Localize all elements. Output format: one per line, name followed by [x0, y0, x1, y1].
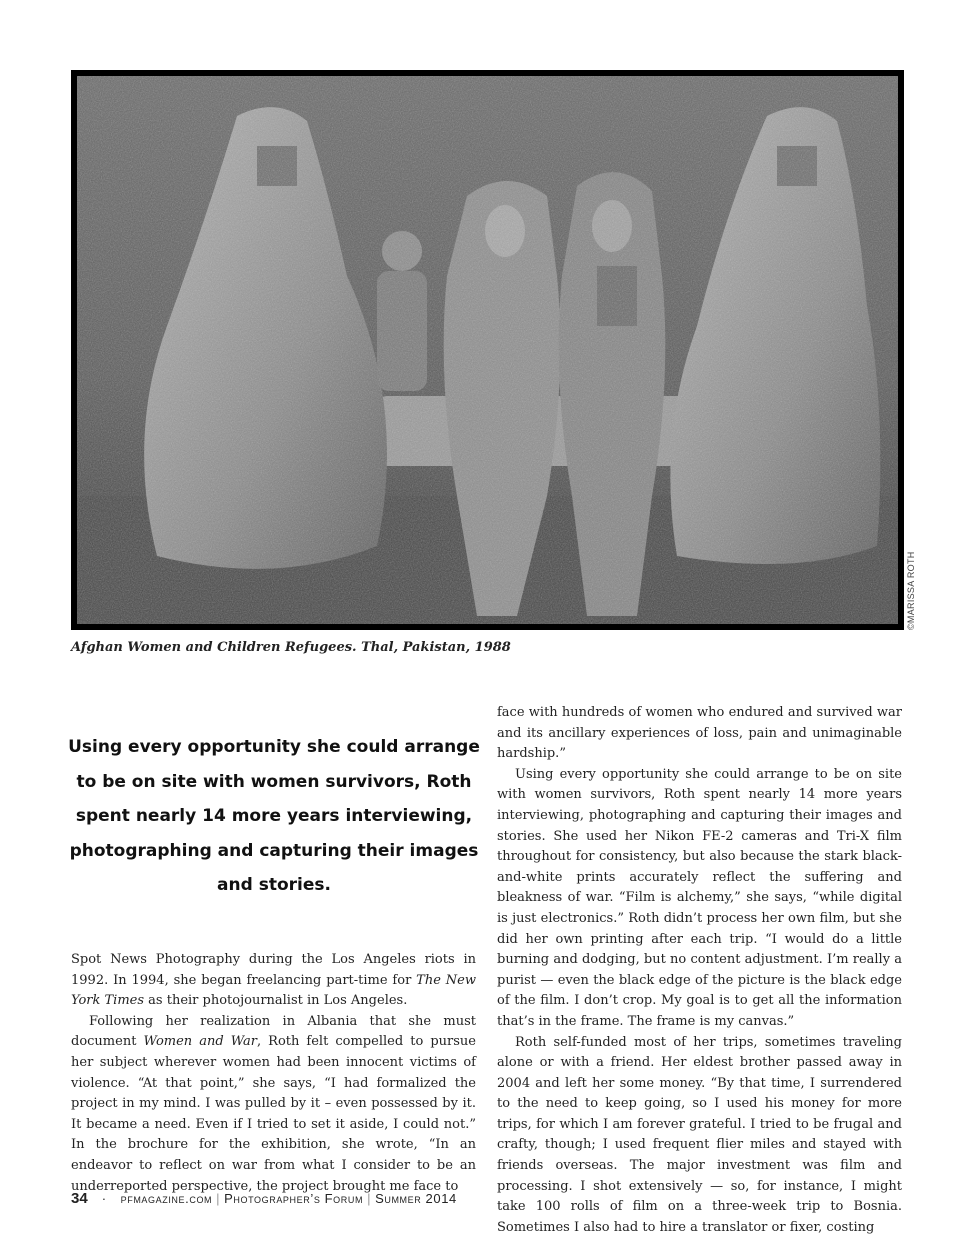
photo-credit: ©MARISSA ROTH [906, 551, 916, 630]
footer-separator-2: | [367, 1191, 372, 1206]
page-number: 34 [71, 1190, 88, 1207]
footer-site: pfmagazine.com [120, 1191, 213, 1206]
body-column-left [71, 950, 476, 1197]
photo-frame [71, 70, 904, 630]
photo-afghan-women-children [77, 76, 898, 624]
footer-issue: Summer 2014 [375, 1191, 457, 1206]
page-footer [71, 1190, 457, 1207]
footer-magazine: Photographer’s Forum [224, 1191, 364, 1206]
pull-quote: Using every opportunity she could arrange to be on site with women survivors, Roth spent nearly 14 more years interviewing, photographing and capturing their images and stories. [68, 737, 480, 895]
right-paragraph-2: Using every opportunity she could arrange to be on site with women survivors, Roth spent nearly 14 more years interviewing, photographing and capturing their images and stories. She used her Nikon FE-2 cameras and Tri-X film throughout for consistency, but also because the stark black-and-white prints accurately reflect the suffering and bleakness of war. “Film is alchemy,” she says, “while digital is just electronics.” Roth didn’t process her own film, but she did her own printing after each trip. “I would do a little burning and dodging, but no content adjustment. I’m really a purist — even the black edge of the picture is the black edge of the film. I don’t crop. My goal is to get all the information that’s in the frame. The frame is my canvas.” [497, 766, 902, 1029]
photo-caption: Afghan Women and Children Refugees. Thal, Pakistan, 1988 [71, 640, 511, 655]
left-paragraph-1: Spot News Photography during the Los Angeles riots in 1992. In 1994, she began freelancing part-time for The New York Times as their photojournalist in Los Angeles. [71, 952, 476, 1009]
body-column-right [497, 703, 902, 1238]
right-paragraph-1: face with hundreds of women who endured and survived war and its ancillary experiences of loss, pain and unimaginable hardship.” [497, 705, 902, 762]
footer-bullet: · [101, 1191, 107, 1206]
footer-separator-1: | [216, 1191, 221, 1206]
left-paragraph-2: Following her realization in Albania that she must document Women and War, Roth felt compelled to pursue her subject wherever women had been innocent victims of violence. “At that point,” she says, “I had formalized the project in my mind. I was pulled by it – even possessed by it. It became a need. Even if I tried to set it aside, I could not.” In the brochure for the exhibition, she wrote, “In an endeavor to reflect on war from what I consider to be an underreported perspective, the project brought me face to [71, 1013, 476, 1194]
right-paragraph-3: Roth self-funded most of her trips, sometimes traveling alone or with a friend. Her eldest brother passed away in 2004 and left her some money. “By that time, I surrendered to the need to keep going, so I used his money for more trips, for which I am forever grateful. I tried to be frugal and crafty, though; I used frequent flier miles and stayed with friends overseas. The major investment was film and processing. I shot extensively — so, for instance, I might take 100 rolls of film on a three-week trip to Bosnia. Sometimes I also had to hire a translator or fixer, costing [497, 1034, 902, 1235]
